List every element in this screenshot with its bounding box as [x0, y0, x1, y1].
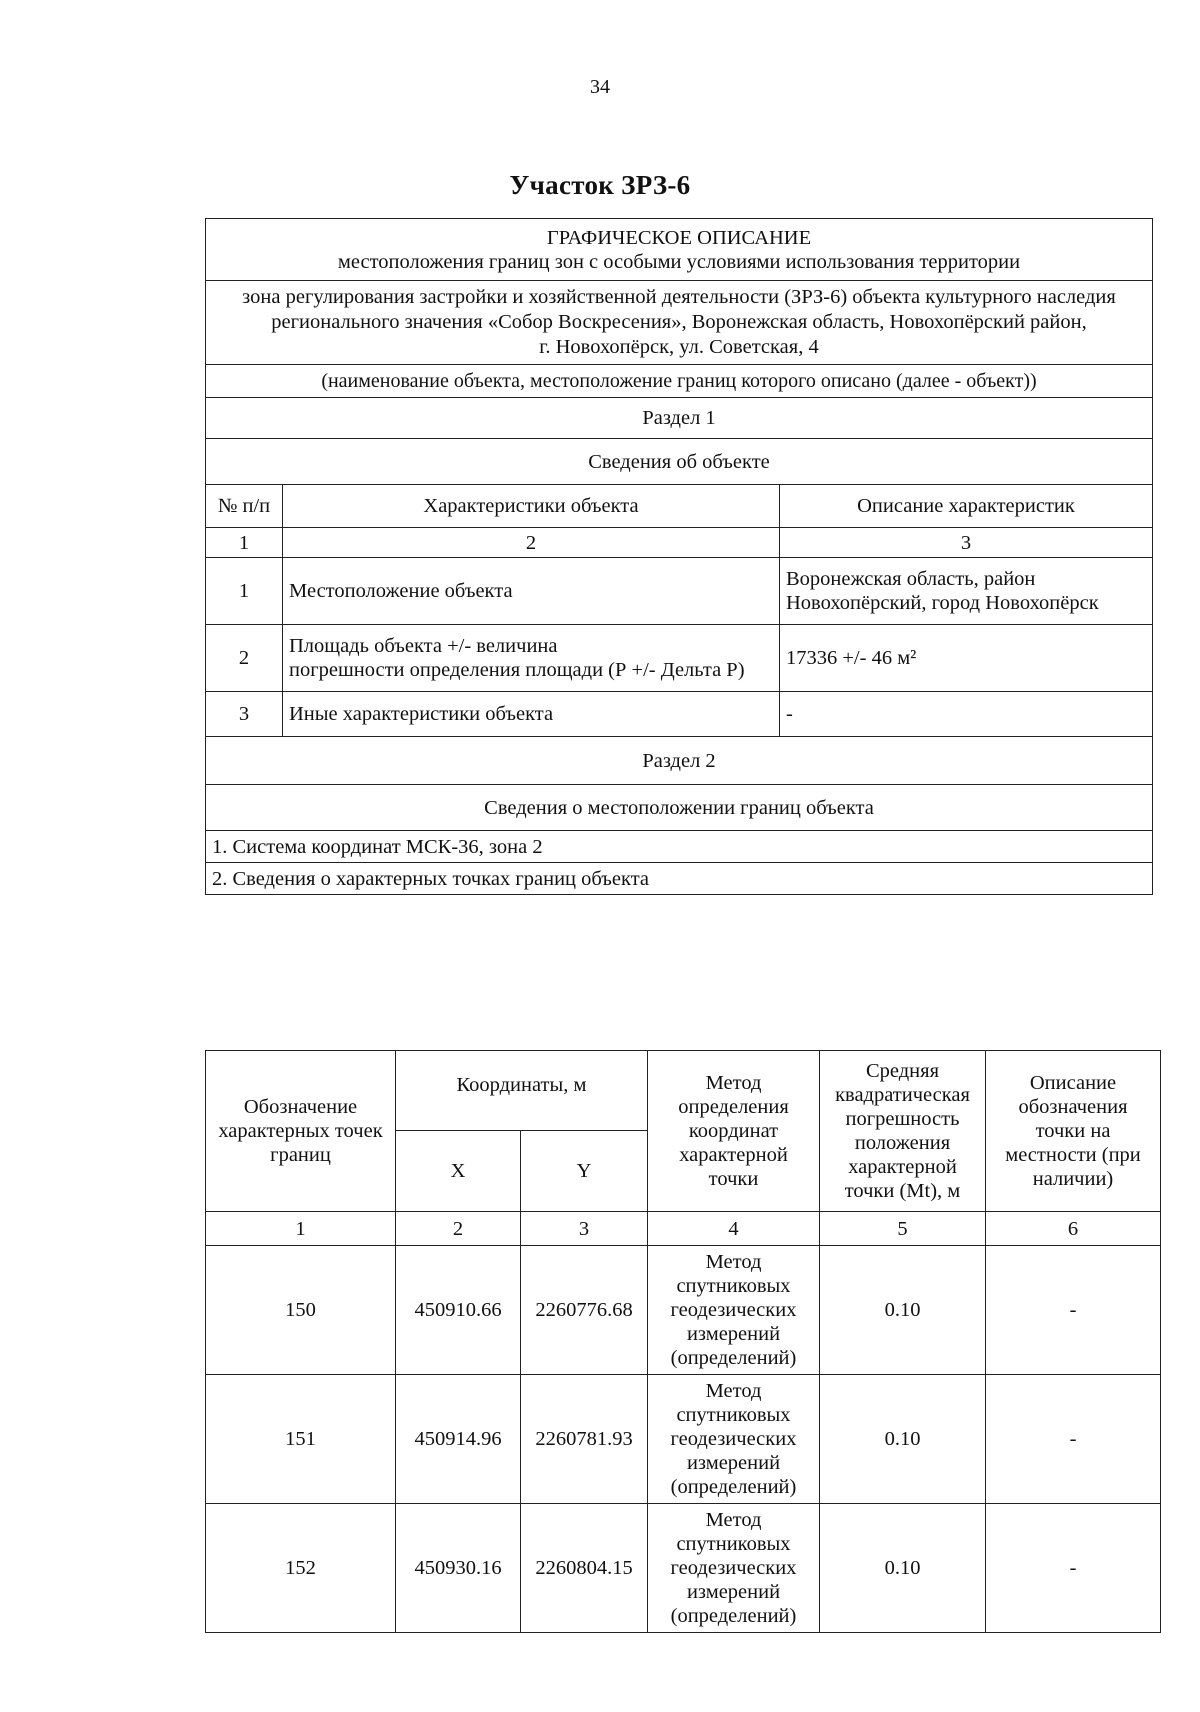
- header-text: Метод: [705, 1072, 762, 1094]
- section1-column-headers: [206, 485, 1153, 528]
- point-description: -: [986, 1504, 1161, 1633]
- object-name-row: [206, 281, 1153, 365]
- section2-title: Раздел 2: [206, 737, 1153, 785]
- value-line-2: Новохопёрский, город Новохопёрск: [786, 592, 1099, 614]
- point-method: [648, 1246, 820, 1375]
- header-text: квадратическая: [835, 1084, 970, 1106]
- method-text: геодезических: [670, 1557, 797, 1579]
- col-number: 3: [521, 1212, 648, 1246]
- col-header-characteristic: Характеристики объекта: [283, 485, 780, 528]
- point-mt: 0.10: [820, 1504, 986, 1633]
- method-text: спутниковых: [676, 1533, 791, 1555]
- point-y: 2260804.15: [521, 1504, 648, 1633]
- value-line-1: Воронежская область, район: [786, 568, 1036, 590]
- method-text: спутниковых: [676, 1404, 791, 1426]
- header-text: характерной: [848, 1156, 957, 1178]
- table-row: [206, 558, 1153, 625]
- header-text: характерной: [679, 1144, 788, 1166]
- col-number: 1: [206, 1212, 396, 1246]
- method-text: измерений: [686, 1581, 781, 1603]
- point-id: 150: [206, 1246, 396, 1375]
- point-y: 2260776.68: [521, 1246, 648, 1375]
- points-header-row: [206, 1051, 1161, 1131]
- point-method: [648, 1504, 820, 1633]
- point-x: 450910.66: [396, 1246, 521, 1375]
- header-text: характерных точек: [218, 1120, 383, 1142]
- row-characteristic: Иные характеристики объекта: [283, 692, 780, 737]
- point-id: 152: [206, 1504, 396, 1633]
- header-text: обозначения: [1018, 1096, 1128, 1118]
- method-text: Метод: [705, 1251, 762, 1273]
- header-text: координат: [688, 1120, 779, 1142]
- col-number: 1: [206, 528, 283, 558]
- points-column-numbers: [206, 1212, 1161, 1246]
- graphic-description-header: [206, 219, 1153, 281]
- object-caption-row: [206, 365, 1153, 398]
- header-text: Средняя: [865, 1060, 939, 1082]
- method-text: (определений): [670, 1605, 797, 1627]
- section1-title: Раздел 1: [206, 398, 1153, 439]
- row-number: 3: [206, 692, 283, 737]
- method-text: спутниковых: [676, 1275, 791, 1297]
- object-name-line-2: регионального значения «Собор Воскресения», Воронежская область, Новохопёрский район,: [271, 311, 1087, 333]
- col-header-description: Описание характеристик: [780, 485, 1153, 528]
- table-row: [206, 1375, 1161, 1504]
- table-row: [206, 625, 1153, 692]
- method-text: измерений: [686, 1452, 781, 1474]
- row-number: 1: [206, 558, 283, 625]
- row-characteristic: [283, 625, 780, 692]
- coordinate-system: 1. Система координат МСК-36, зона 2: [206, 831, 1153, 863]
- point-method: [648, 1375, 820, 1504]
- point-y: 2260781.93: [521, 1375, 648, 1504]
- header-text: границ: [270, 1144, 331, 1166]
- col-header-error: [820, 1051, 986, 1212]
- header-text: определения: [678, 1096, 789, 1118]
- section2-subtitle: Сведения о местоположении границ объекта: [206, 785, 1153, 831]
- method-text: (определений): [670, 1476, 797, 1498]
- characteristic-line-2: погрешности определения площади (Р +/- Дельта Р): [289, 659, 745, 681]
- point-description: -: [986, 1375, 1161, 1504]
- col-number: 2: [283, 528, 780, 558]
- col-header-coordinates: Координаты, м: [396, 1051, 648, 1131]
- section1-subtitle: Сведения об объекте: [206, 439, 1153, 485]
- object-info-table: [205, 218, 1153, 895]
- method-text: Метод: [705, 1509, 762, 1531]
- header-line-1: ГРАФИЧЕСКОЕ ОПИСАНИЕ: [546, 226, 812, 249]
- point-x: 450914.96: [396, 1375, 521, 1504]
- boundary-points-table: [205, 1050, 1161, 1633]
- col-header-method: [648, 1051, 820, 1212]
- header-text: местности (при: [1005, 1144, 1141, 1166]
- page-number: 34: [590, 76, 610, 98]
- header-text: точки: [708, 1168, 759, 1190]
- col-header-x: X: [396, 1131, 521, 1212]
- row-characteristic: Местоположение объекта: [283, 558, 780, 625]
- header-text: положения: [854, 1132, 951, 1154]
- col-number: 4: [648, 1212, 820, 1246]
- row-value: 17336 +/- 46 м²: [780, 625, 1153, 692]
- section1-column-numbers: [206, 528, 1153, 558]
- header-text: точки (Mt), м: [844, 1180, 961, 1202]
- row-value: [780, 558, 1153, 625]
- table-row: [206, 692, 1153, 737]
- points-title: 2. Сведения о характерных точках границ объекта: [206, 863, 1153, 895]
- method-text: (определений): [670, 1347, 797, 1369]
- header-text: Обозначение: [243, 1096, 358, 1118]
- table-row: [206, 1246, 1161, 1375]
- method-text: измерений: [686, 1323, 781, 1345]
- point-mt: 0.10: [820, 1246, 986, 1375]
- col-header-num: № п/п: [206, 485, 283, 528]
- row-value: -: [780, 692, 1153, 737]
- row-number: 2: [206, 625, 283, 692]
- table-row: [206, 1504, 1161, 1633]
- header-text: погрешность: [845, 1108, 960, 1130]
- col-number: 2: [396, 1212, 521, 1246]
- point-x: 450930.16: [396, 1504, 521, 1633]
- col-header-designation: [206, 1051, 396, 1212]
- characteristic-line-1: Площадь объекта +/- величина: [289, 635, 558, 657]
- point-mt: 0.10: [820, 1375, 986, 1504]
- object-name-line-3: г. Новохопёрск, ул. Советская, 4: [539, 336, 819, 358]
- header-text: точки на: [1035, 1120, 1111, 1142]
- header-text: наличии): [1032, 1168, 1114, 1190]
- col-number: 3: [780, 528, 1153, 558]
- page-title: Участок ЗРЗ-6: [509, 170, 691, 200]
- header-line-2: местоположения границ зон с особыми условиями использования территории: [337, 250, 1021, 273]
- col-header-y: Y: [521, 1131, 648, 1212]
- col-header-point-description: [986, 1051, 1161, 1212]
- object-name-line-1: зона регулирования застройки и хозяйственной деятельности (ЗРЗ-6) объекта культурного наследия: [242, 286, 1116, 308]
- method-text: геодезических: [670, 1299, 797, 1321]
- point-description: -: [986, 1246, 1161, 1375]
- object-caption: (наименование объекта, местоположение границ которого описано (далее - объект)): [206, 365, 1153, 398]
- method-text: геодезических: [670, 1428, 797, 1450]
- col-number: 6: [986, 1212, 1161, 1246]
- header-text: Описание: [1029, 1072, 1117, 1094]
- point-id: 151: [206, 1375, 396, 1504]
- method-text: Метод: [705, 1380, 762, 1402]
- col-number: 5: [820, 1212, 986, 1246]
